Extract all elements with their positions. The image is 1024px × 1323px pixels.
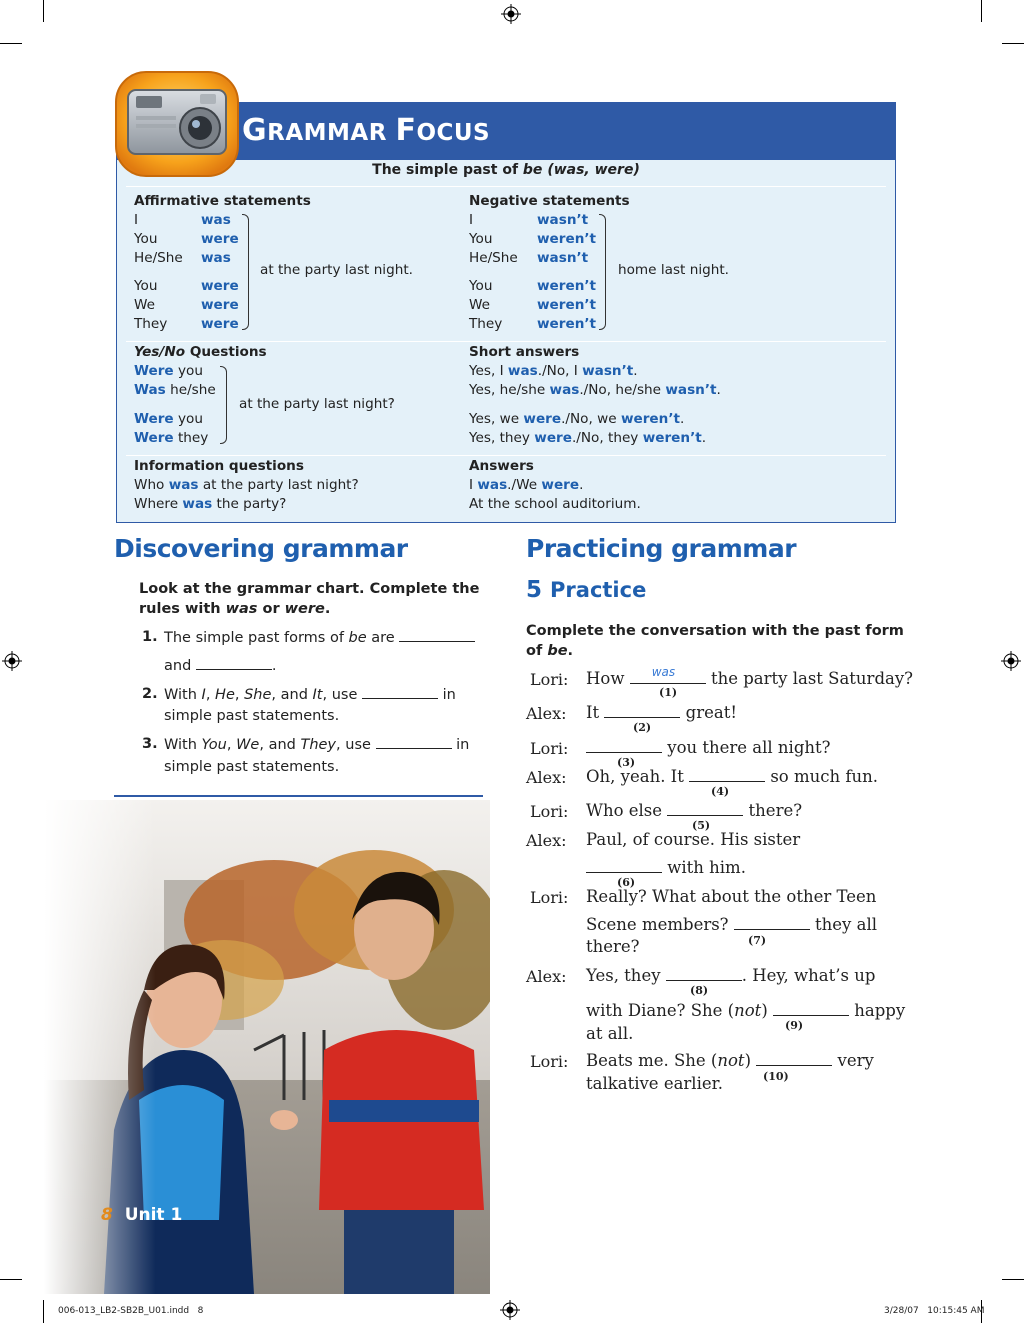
answer-blank[interactable] xyxy=(734,915,810,930)
speaker-label: Lori: xyxy=(530,739,569,758)
discovering-title: Discovering grammar xyxy=(114,534,408,563)
dialogue-line: at all. xyxy=(586,1024,634,1043)
rule-1: 1. The simple past forms of be are xyxy=(142,627,158,647)
answer-blank[interactable] xyxy=(666,966,742,981)
dialogue-line: Beats me. She (not) very xyxy=(586,1051,874,1070)
blank-number: (9) xyxy=(785,1019,804,1032)
section-divider xyxy=(114,795,483,797)
dialogue-line: Who else there? xyxy=(586,801,803,820)
rule-1-cont: and . xyxy=(164,655,277,676)
blank-number: (8) xyxy=(690,984,709,997)
dialogue-line: It great! xyxy=(586,703,737,722)
negative-verbs: wasn’t weren’t wasn’t weren’t weren’t weren’t xyxy=(537,212,597,332)
crop-mark xyxy=(43,1300,44,1323)
answers-heading: Answers xyxy=(469,458,534,474)
practice-heading: 5 Practice xyxy=(526,577,647,603)
blank-number: (1) xyxy=(659,686,678,699)
file-slug: 006-013_LB2-SB2B_U01.indd 8 xyxy=(58,1306,204,1316)
dialogue-line: you there all night? xyxy=(586,738,831,757)
dialogue-line: with Diane? She (not) happy xyxy=(586,1001,906,1020)
discovering-instruction: Look at the grammar chart. Complete the rules with was or were. xyxy=(139,581,480,617)
dialogue-line: Really? What about the other Teen xyxy=(586,887,877,906)
speaker-label: Alex: xyxy=(526,704,567,723)
blank-number: (7) xyxy=(748,934,767,947)
negative-subjects: I You He/She You We They xyxy=(469,212,518,332)
answer-blank[interactable] xyxy=(586,738,662,753)
grammar-focus-subtitle: The simple past of be (was, were) xyxy=(372,162,640,178)
timestamp: 3/28/07 10:15:45 AM xyxy=(884,1306,985,1316)
answer-blank[interactable] xyxy=(604,703,680,718)
crop-mark xyxy=(43,0,44,22)
answer-blank[interactable] xyxy=(756,1051,832,1066)
negative-completion: home last night. xyxy=(618,262,729,278)
rule-2: 2. With I, He, She, and It, use in xyxy=(142,686,456,703)
questions-list: Were you Was he/she Were you Were they xyxy=(134,363,216,446)
crop-mark xyxy=(1002,1279,1024,1280)
answer-blank[interactable] xyxy=(196,655,272,670)
speaker-label: Alex: xyxy=(526,967,567,986)
dialogue-line: Paul, of course. His sister xyxy=(586,830,801,849)
divider xyxy=(126,341,886,342)
questions-heading: Yes/No Questions xyxy=(134,344,267,360)
short-answers-list: Yes, I was./No, I wasn’t. Yes, he/she was./No, he/she wasn’t. Yes, we were./No, we weren’t. Yes, they were./No, they weren’t. xyxy=(469,363,721,446)
speaker-label: Lori: xyxy=(530,1052,569,1071)
practicing-title: Practicing grammar xyxy=(526,534,797,563)
rule-3: 3. With You, We, and They, use in xyxy=(142,736,470,753)
practice-instruction: Complete the conversation with the past form of be. xyxy=(526,623,904,659)
page-number-label: 8 Unit 1 xyxy=(101,1205,183,1225)
speaker-label: Lori: xyxy=(530,888,569,907)
answer-blank[interactable] xyxy=(773,1001,849,1016)
info-questions-list: Who was at the party last night? Where was the party? xyxy=(134,477,359,512)
crop-mark xyxy=(0,43,22,44)
answer-blank[interactable] xyxy=(376,734,452,749)
brace xyxy=(220,366,227,444)
crop-mark xyxy=(0,1279,22,1280)
answer-blank[interactable] xyxy=(586,858,662,873)
negative-heading: Negative statements xyxy=(469,193,630,209)
affirmative-verbs: was were was were were were xyxy=(201,212,239,332)
rule-3-cont: simple past statements. xyxy=(164,759,340,775)
answer-blank[interactable] xyxy=(667,801,743,816)
affirmative-completion: at the party last night. xyxy=(260,262,413,278)
short-answers-heading: Short answers xyxy=(469,344,580,360)
speaker-label: Lori: xyxy=(530,670,569,689)
answer-blank[interactable] xyxy=(689,767,765,782)
dialogue-line: talkative earlier. xyxy=(586,1074,723,1093)
speaker-label: Lori: xyxy=(530,802,569,821)
crop-mark xyxy=(981,0,982,22)
brace xyxy=(242,214,249,330)
rule-2-cont: simple past statements. xyxy=(164,708,340,724)
answer-blank[interactable]: was xyxy=(630,669,706,684)
divider xyxy=(126,186,886,187)
divider xyxy=(126,455,886,456)
dialogue-line: Scene members? they all xyxy=(586,915,878,934)
blank-number: (2) xyxy=(633,721,652,734)
blank-number: (3) xyxy=(617,756,636,769)
dialogue-line: Oh, yeah. It so much fun. xyxy=(586,767,878,786)
registration-mark-icon xyxy=(2,651,22,671)
dialogue-line: with him. xyxy=(586,858,746,877)
answer-blank[interactable] xyxy=(362,684,438,699)
affirmative-heading: Affirmative statements xyxy=(134,193,311,209)
blank-number: (6) xyxy=(617,876,636,889)
blank-number: (4) xyxy=(711,785,730,798)
blank-number: (5) xyxy=(692,819,711,832)
registration-mark-icon xyxy=(501,4,521,24)
crop-mark xyxy=(1002,43,1024,44)
answer-blank[interactable] xyxy=(399,627,475,642)
registration-mark-icon xyxy=(1001,651,1021,671)
affirmative-subjects: I You He/She You We They xyxy=(134,212,183,332)
dialogue-line: there? xyxy=(586,937,640,956)
info-questions-heading: Information questions xyxy=(134,458,304,474)
blank-number: (10) xyxy=(763,1070,789,1083)
grammar-focus-title: GRAMMAR FOCUS xyxy=(242,113,491,148)
questions-completion: at the party last night? xyxy=(239,396,395,412)
dialogue-line: How was the party last Saturday? xyxy=(586,665,914,688)
dialogue-line: Yes, they . Hey, what’s up xyxy=(586,966,876,985)
brace xyxy=(599,214,606,330)
speaker-label: Alex: xyxy=(526,831,567,850)
answers-list: I was./We were. At the school auditorium. xyxy=(469,477,641,512)
speaker-label: Alex: xyxy=(526,768,567,787)
registration-mark-icon xyxy=(500,1300,520,1320)
